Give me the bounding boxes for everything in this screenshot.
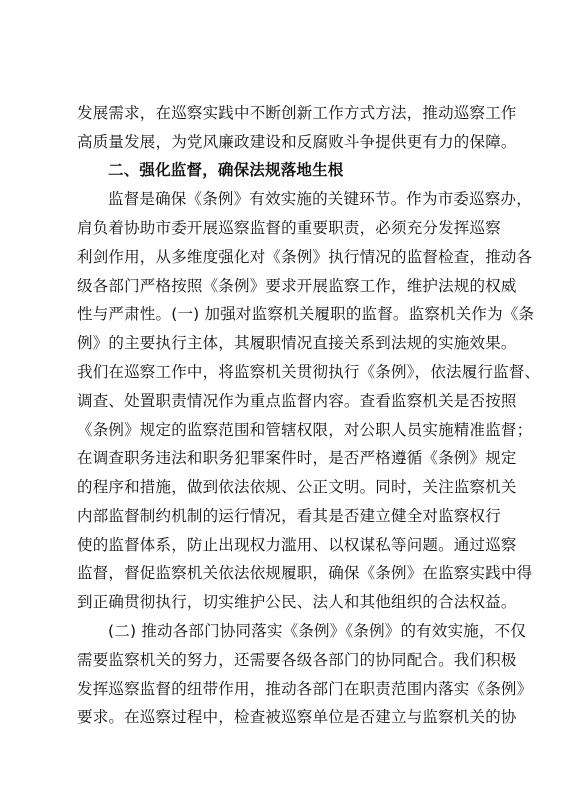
body-text-line: 需要监察机关的努力，还需要各级各部门的协同配合。我们积极 — [77, 651, 517, 669]
body-text-line: 要求。在巡察过程中，检查被巡察单位是否建立与监察机关的协 — [77, 708, 517, 726]
body-text-line: 高质量发展，为党风廉政建设和反腐败斗争提供更有力的保障。 — [77, 133, 517, 151]
body-text-line: (二) 推动各部门协同落实《条例》《条例》的有效实施，不仅 — [108, 622, 527, 640]
body-text-line: 例》的主要执行主体，其履职情况直接关系到法规的实施效果。 — [77, 334, 517, 352]
section-heading: 二、强化监督，确保法规落地生根 — [108, 161, 344, 179]
body-text-line: 《条例》规定的监察范围和管辖权限，对公职人员实施精准监督； — [77, 421, 533, 439]
body-text-line: 监督是确保《条例》有效实施的关键环节。作为市委巡察办， — [108, 190, 532, 208]
body-text-line: 调查、处置职责情况作为重点监督内容。查看监察机关是否按照 — [77, 392, 517, 410]
body-text-line: 肩负着协助市委开展巡察监督的重要职责，必须充分发挥巡察 — [77, 219, 501, 237]
body-text-line: 使的监督体系，防止出现权力滥用、以权谋私等问题。通过巡察 — [77, 536, 517, 554]
body-text-line: 在调查职务违法和职务犯罪案件时，是否严格遵循《条例》规定 — [77, 449, 517, 467]
body-text-line: 监督，督促监察机关依法依规履职，确保《条例》在监察实践中得 — [77, 564, 533, 582]
body-text-line: 级各部门严格按照《条例》要求开展监察工作，维护法规的权威 — [77, 277, 517, 295]
body-text-line: 发展需求，在巡察实践中不断创新工作方式方法，推动巡察工作 — [77, 104, 517, 122]
body-text-line: 我们在巡察工作中，将监察机关贯彻执行《条例》，依法履行监督、 — [77, 363, 541, 381]
body-text-line: 的程序和措施，做到依法依规、公正文明。同时，关注监察机关 — [77, 478, 517, 496]
body-text-line: 性与严肃性。(一) 加强对监察机关履职的监督。监察机关作为《条 — [77, 305, 535, 323]
body-text-line: 内部监督制约机制的运行情况，看其是否建立健全对监察权行 — [77, 507, 501, 525]
body-text-line: 发挥巡察监督的纽带作用，推动各部门在职责范围内落实《条例》 — [77, 680, 533, 698]
body-text-line: 到正确贯彻执行，切实维护公民、法人和其他组织的合法权益。 — [77, 593, 517, 611]
body-text-line: 利剑作用，从多维度强化对《条例》执行情况的监督检查，推动各 — [77, 248, 533, 266]
